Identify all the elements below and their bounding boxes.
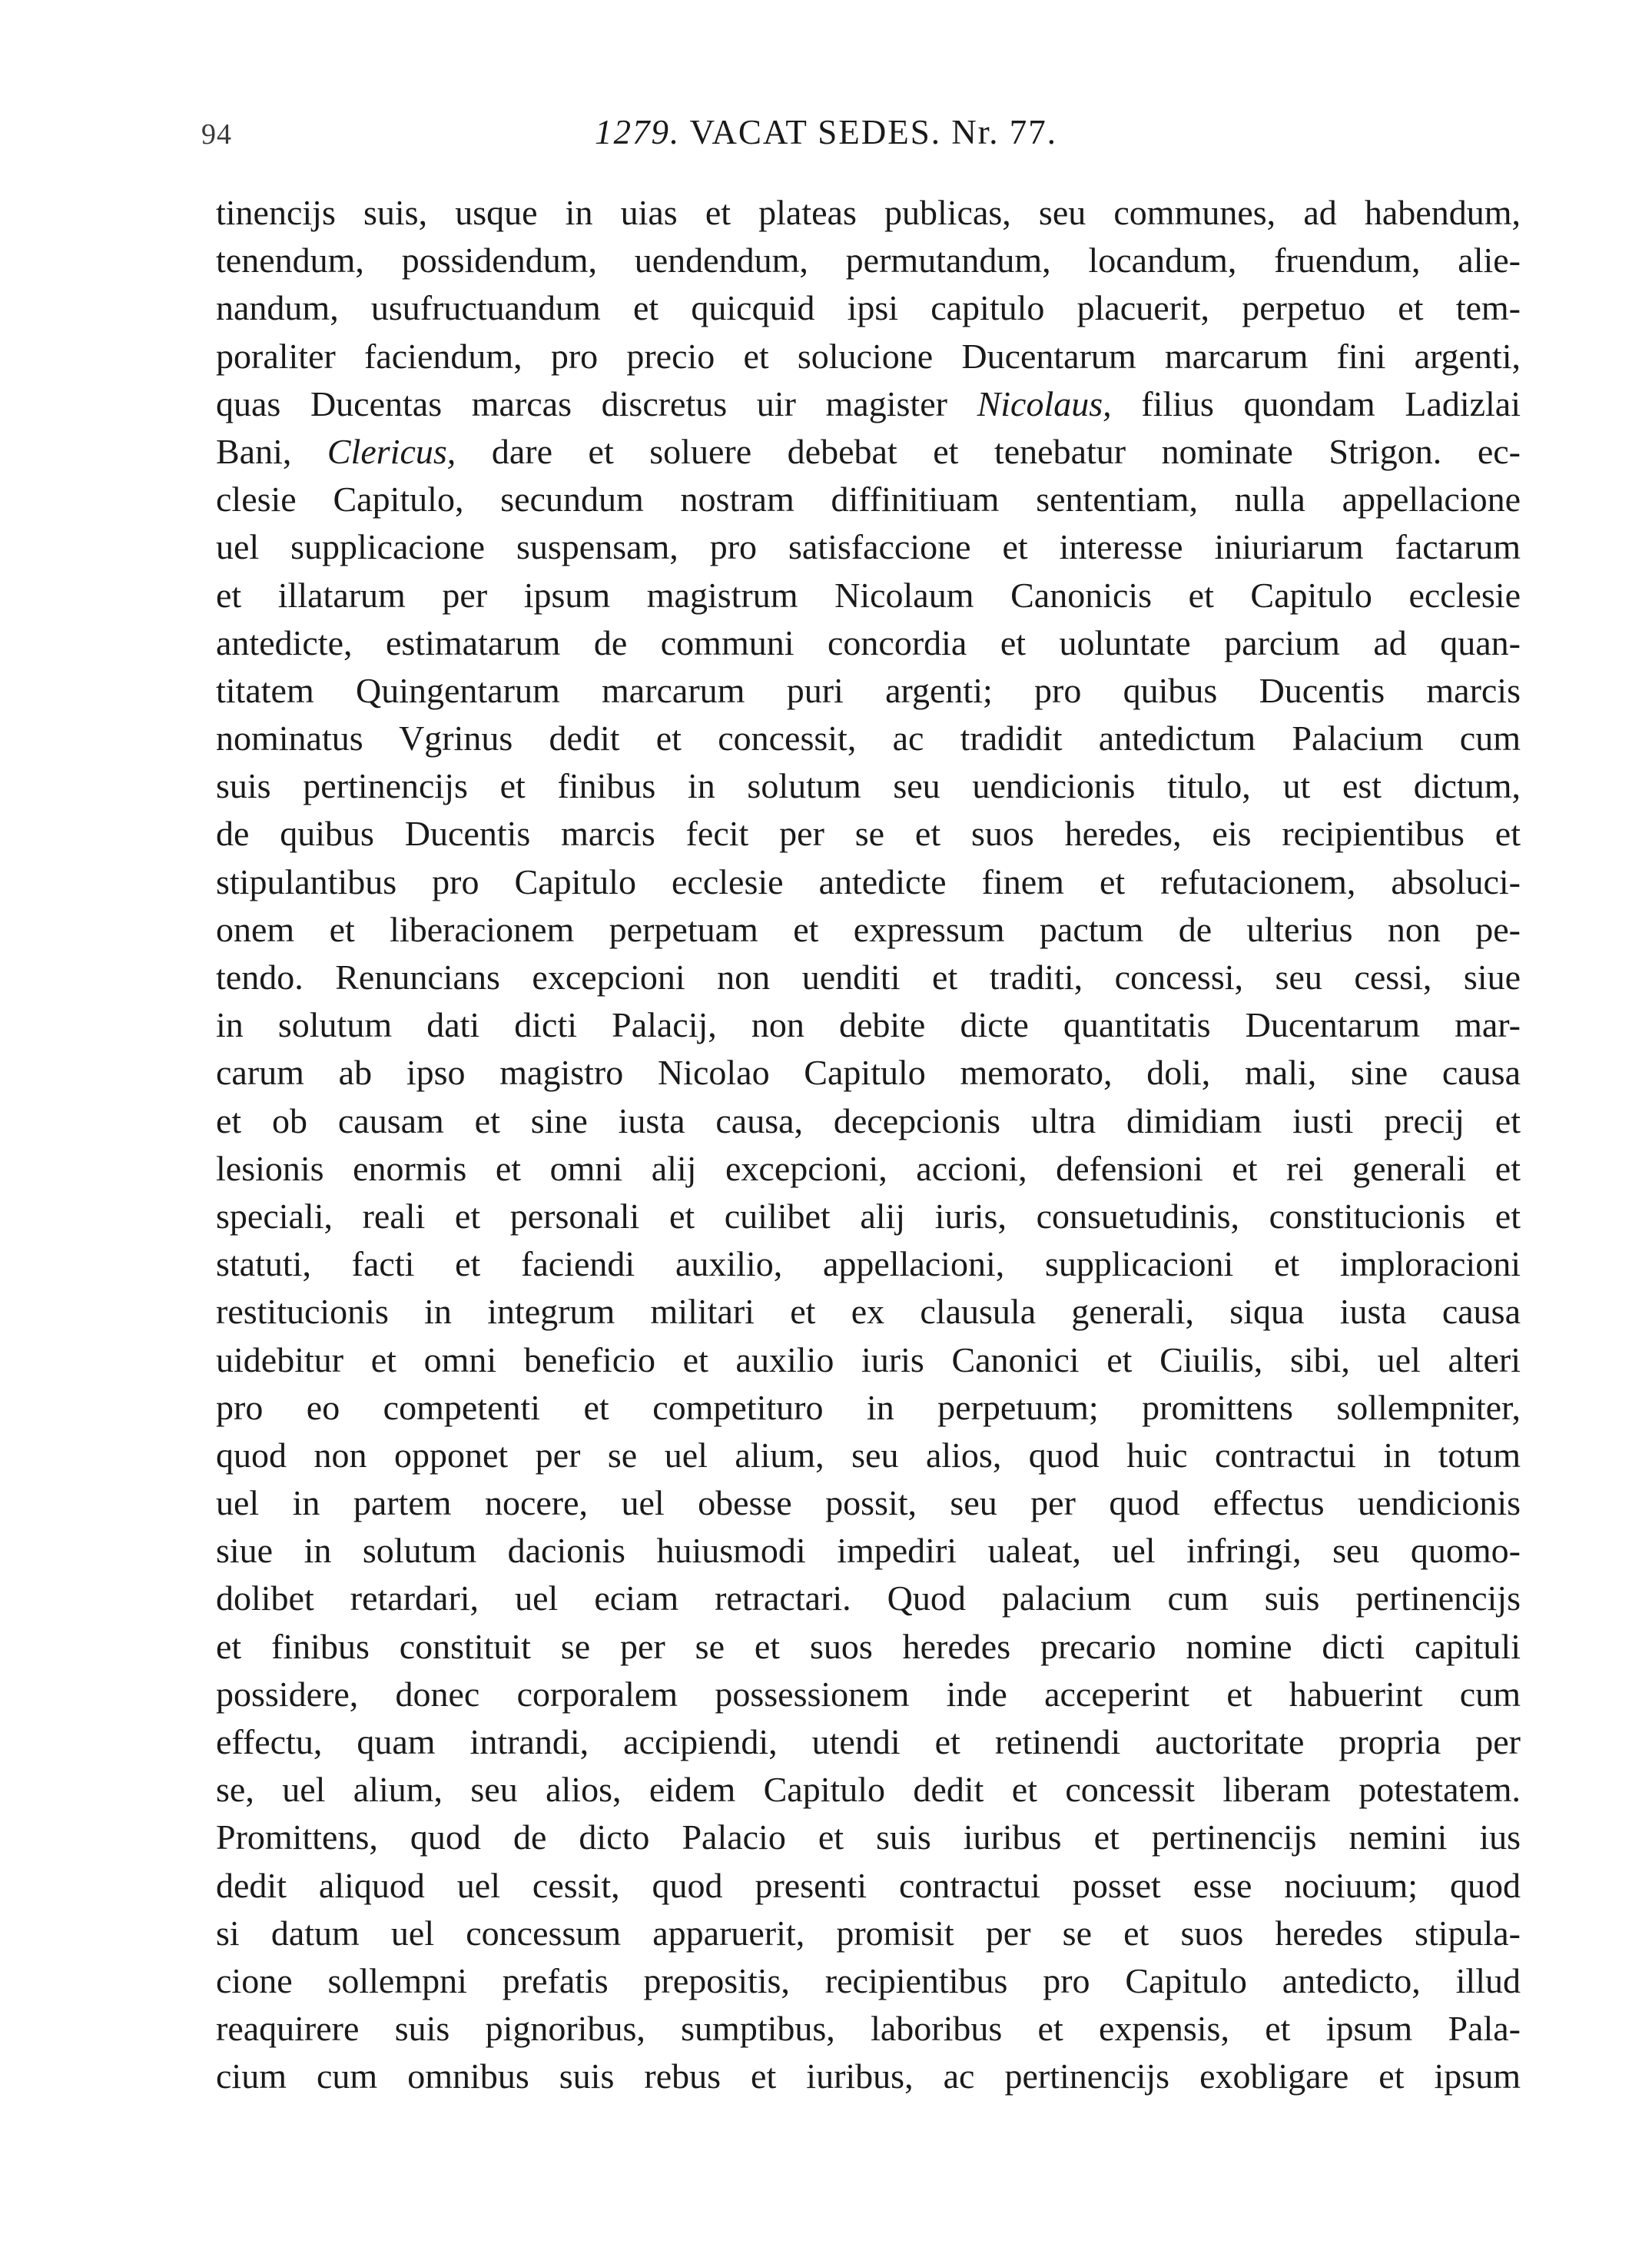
text-run: tenendum, possidendum, uendendum, permutandum, locandum, fruendum, alie- xyxy=(216,241,1521,280)
text-run: tendo. Renuncians excepcioni non uenditi et traditi, concessi, seu cessi, siue xyxy=(216,958,1521,997)
text-run: quas Ducentas marcas discretus uir magister xyxy=(216,383,977,423)
text-run: reaquirere suis pignoribus, sumptibus, laboribus et expensis, et ipsum Pala- xyxy=(216,2009,1521,2049)
text-line xyxy=(216,1527,1521,1575)
text-run: carum ab ipso magistro Nicolao Capitulo memorato, doli, mali, sine causa xyxy=(216,1053,1521,1093)
text-line xyxy=(216,1384,1521,1432)
text-run: possidere, donec corporalem possessionem inde acceperint et habuerint cum xyxy=(216,1674,1521,1714)
text-run: pro eo competenti et competituro in perpetuum; promittens sollempniter, xyxy=(216,1387,1521,1427)
text-line xyxy=(216,1288,1521,1336)
text-line xyxy=(216,1240,1521,1288)
text-run: dare et soluere debebat et tenebatur nominate Strigon. ec- xyxy=(456,431,1521,471)
text-run: restitucionis in integrum militari et ex clausula generali, siqua iusta causa xyxy=(216,1292,1521,1332)
text-run: statuti, facti et faciendi auxilio, appellacioni, supplicacioni et imploracioni xyxy=(216,1244,1521,1284)
text-line xyxy=(216,333,1521,380)
text-line xyxy=(216,906,1521,954)
text-run: suis pertinencijs et finibus in solutum seu uendicionis titulo, ut est dictum, xyxy=(216,766,1521,806)
text-line xyxy=(216,189,1521,237)
text-run: tinencijs suis, usque in uias et plateas publicas, seu communes, ad habendum, xyxy=(216,193,1521,232)
text-run: quod non opponet per se uel alium, seu alios, quod huic contractui in totum xyxy=(216,1435,1521,1475)
text-line xyxy=(216,810,1521,858)
text-line xyxy=(216,619,1521,667)
text-run: de quibus Ducentis marcis fecit per se et suos heredes, eis recipientibus et xyxy=(216,814,1521,854)
text-run: in solutum dati dicti Palacij, non debite dicte quantitatis Ducentarum mar- xyxy=(216,1005,1521,1045)
text-line xyxy=(216,1001,1521,1049)
text-line xyxy=(216,858,1521,906)
text-line xyxy=(216,284,1521,332)
text-line xyxy=(216,523,1521,571)
text-run: speciali, reali et personali et cuilibet alij iuris, consuetudinis, constitucionis et xyxy=(216,1196,1521,1236)
text-line xyxy=(216,428,1521,476)
running-head-title: VACAT SEDES. Nr. 77. xyxy=(689,113,1058,151)
text-run: dolibet retardari, uel eciam retractari. Quod palacium cum suis pertinencijs xyxy=(216,1578,1521,1618)
text-run: Bani, xyxy=(216,431,327,471)
text-run: filius quondam Ladizlai xyxy=(1111,383,1521,423)
text-run: onem et liberacionem perpetuam et expressum pactum de ulterius non pe- xyxy=(216,909,1521,949)
page-number: 94 xyxy=(201,118,232,151)
text-line xyxy=(216,476,1521,523)
text-run: clesie Capitulo, secundum nostram diffinitiuam sententiam, nulla appellacione xyxy=(216,480,1521,519)
italic-name: Clericus, xyxy=(327,431,456,471)
text-line xyxy=(216,1336,1521,1384)
text-run: uel supplicacione suspensam, pro satisfaccione et interesse iniuriarum factarum xyxy=(216,527,1521,567)
text-line xyxy=(216,380,1521,428)
text-line xyxy=(216,1718,1521,1766)
text-line xyxy=(216,954,1521,1001)
text-line xyxy=(216,1623,1521,1671)
text-run: Promittens, quod de dicto Palacio et suis iuribus et pertinencijs nemini ius xyxy=(216,1817,1521,1857)
text-run: et illatarum per ipsum magistrum Nicolaum Canonicis et Capitulo ecclesie xyxy=(216,575,1521,615)
text-run: titatem Quingentarum marcarum puri argenti; pro quibus Ducentis marcis xyxy=(216,670,1521,710)
text-line xyxy=(216,1049,1521,1097)
text-line xyxy=(216,762,1521,810)
text-run: uidebitur et omni beneficio et auxilio iuris Canonici et Ciuilis, sibi, uel alteri xyxy=(216,1339,1521,1379)
text-line xyxy=(216,715,1521,762)
italic-name: Nicolaus, xyxy=(977,383,1112,423)
text-line xyxy=(216,1910,1521,1957)
text-line xyxy=(216,2053,1521,2100)
text-run: nominatus Vgrinus dedit et concessit, ac tradidit antedictum Palacium cum xyxy=(216,719,1521,758)
text-run: dedit aliquod uel cessit, quod presenti contractui posset esse nociuum; quod xyxy=(216,1865,1521,1905)
text-line xyxy=(216,2005,1521,2053)
text-run: si datum uel concessum apparuerit, promisit per se et suos heredes stipula- xyxy=(216,1913,1521,1953)
text-line xyxy=(216,1671,1521,1718)
text-line xyxy=(216,1097,1521,1145)
text-run: et finibus constituit se per se et suos heredes precario nomine dicti capituli xyxy=(216,1626,1521,1666)
running-head xyxy=(0,111,1652,154)
text-run: lesionis enormis et omni alij excepcioni, accioni, defensioni et rei generali et xyxy=(216,1148,1521,1188)
text-run: cium cum omnibus suis rebus et iuribus, ac pertinencijs exobligare et ipsum xyxy=(216,2056,1521,2096)
text-line xyxy=(216,1814,1521,1861)
text-line xyxy=(216,1479,1521,1527)
text-line xyxy=(216,1766,1521,1814)
text-run: effectu, quam intrandi, accipiendi, utendi et retinendi auctoritate propria per xyxy=(216,1722,1521,1761)
text-line xyxy=(216,572,1521,619)
text-run: siue in solutum dacionis huiusmodi impediri ualeat, uel infringi, seu quomo- xyxy=(216,1531,1521,1571)
text-run: uel in partem nocere, uel obesse possit, seu per quod effectus uendicionis xyxy=(216,1483,1521,1523)
text-line xyxy=(216,1145,1521,1193)
text-line xyxy=(216,1957,1521,2005)
text-run: se, uel alium, seu alios, eidem Capitulo dedit et concessit liberam potestatem. xyxy=(216,1770,1521,1810)
text-line xyxy=(216,1432,1521,1479)
text-run: antedicte, estimatarum de communi concordia et uoluntate parcium ad quan- xyxy=(216,622,1521,662)
running-head-year: 1279. xyxy=(594,113,681,151)
text-line xyxy=(216,1862,1521,1910)
text-line xyxy=(216,1575,1521,1622)
text-run: cione sollempni prefatis prepositis, recipientibus pro Capitulo antedicto, illud xyxy=(216,1960,1521,2000)
text-line xyxy=(216,667,1521,715)
text-run: poraliter faciendum, pro precio et solucione Ducentarum marcarum fini argenti, xyxy=(216,336,1521,376)
body-text xyxy=(216,189,1521,2101)
text-run: et ob causam et sine iusta causa, decepcionis ultra dimidiam iusti precij et xyxy=(216,1100,1521,1140)
text-run: nandum, usufructuandum et quicquid ipsi capitulo placuerit, perpetuo et tem- xyxy=(216,288,1521,328)
text-line xyxy=(216,1193,1521,1240)
text-line xyxy=(216,237,1521,284)
text-run: stipulantibus pro Capitulo ecclesie antedicte finem et refutacionem, absoluci- xyxy=(216,861,1521,901)
